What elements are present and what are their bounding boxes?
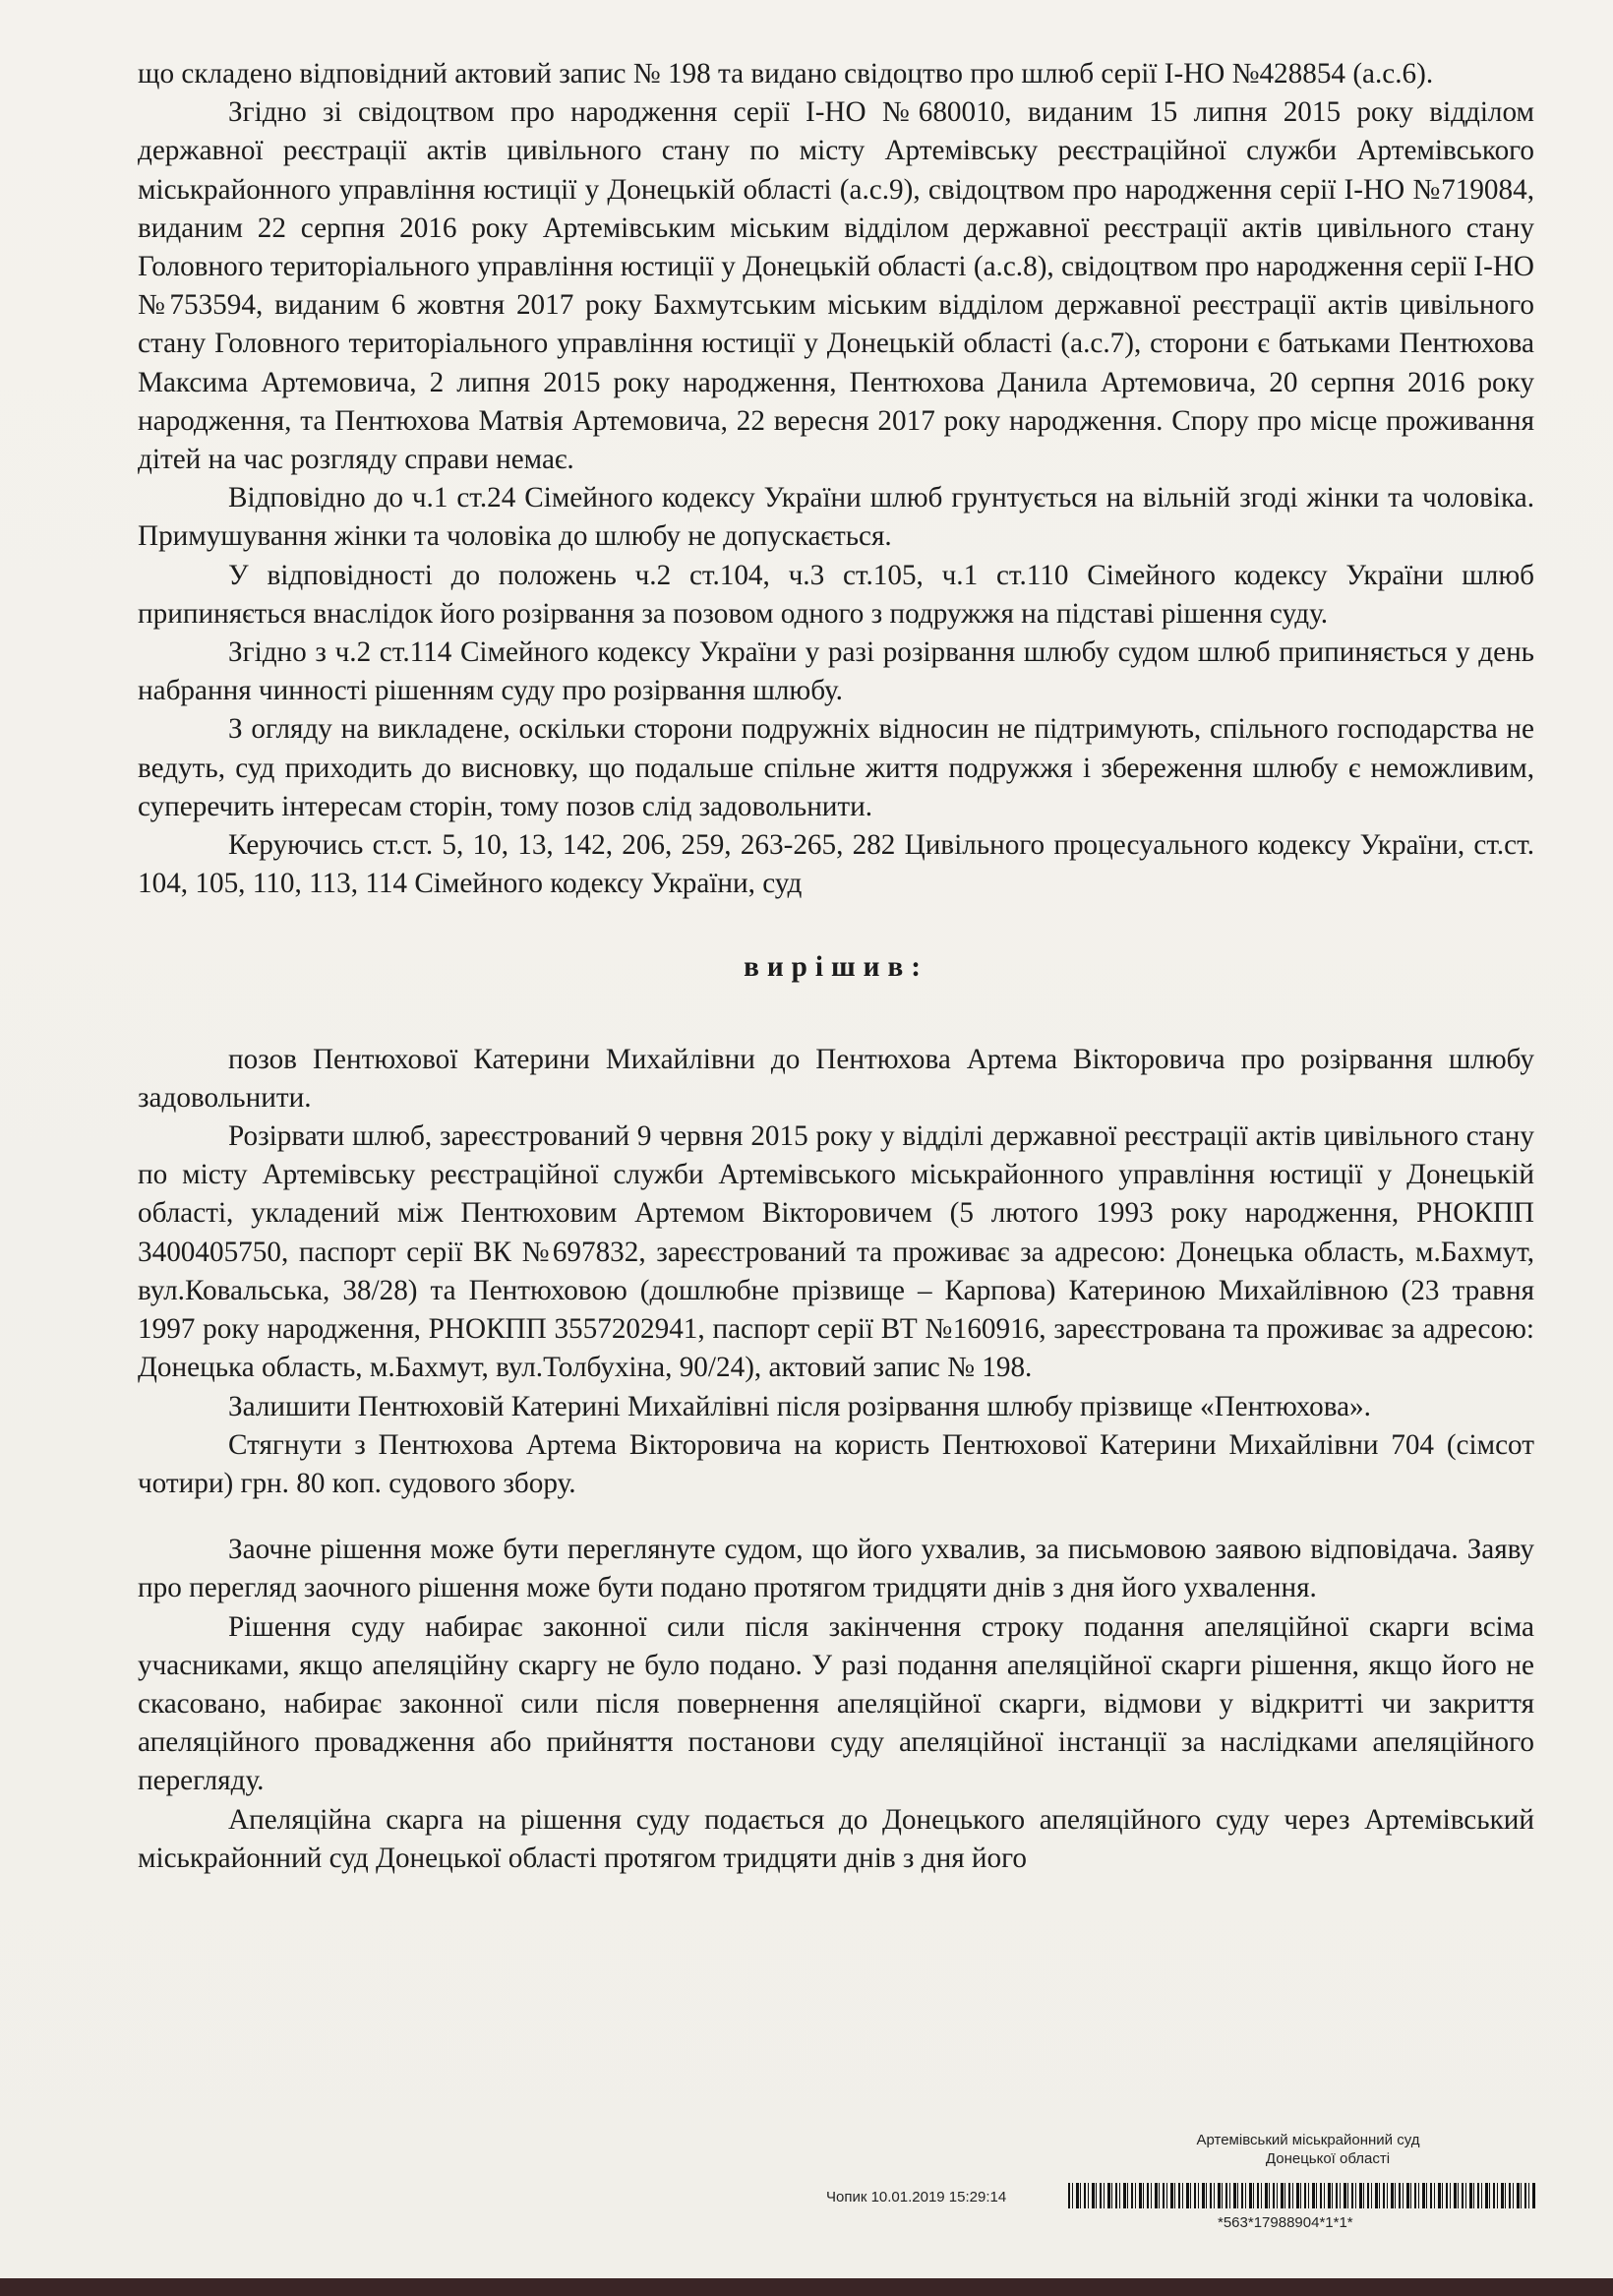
paragraph-conclusion: З огляду на викладене, оскільки сторони подружніх відносин не підтримують, спільного господарства не ведуть, суд приходить до висновку, що подальше спільне життя подружжя і збереження шлюбу є неможливим, суперечить інтересам сторін, тому позов слід задовольнити. (138, 713, 1534, 822)
court-name-line1: Артемівський міськрайонний суд (1196, 2132, 1420, 2148)
paragraph-surname: Залишити Пентюховій Катерині Михайлівні після розірвання шлюбу прізвище «Пентюхова». (228, 1390, 1371, 1422)
paragraph-birth-certificates: Згідно зі свідоцтвом про народження серії І-НО №680010, виданим 15 липня 2015 року відділом державної реєстрації актів цивільного стану по місту Артемівську реєстраційної служби Артемівського міськрайонного управління юстиції у Донецькій області (а.с.9), свідоцтвом про народження серії І-НО №719084, виданим 22 серпня 2016 року Артемівським міським відділом державної реєстрації актів цивільного стану Головного територіального управління юстиції у Донецькій області (а.с.8), свідоцтвом про народження серії І-НО №753594, виданим 6 жовтня 2017 року Бахмутським міським відділом державної реєстрації актів цивільного стану Головного територіального управління юстиції у Донецькій області (а.с.7), сторони є батьками Пентюхова Максима Артемовича, 2 липня 2015 року народження, Пентюхова Данила Артемовича, 20 серпня 2016 року народження, та Пентюхова Матвія Артемовича, 22 вересня 2017 року народження. Спору про місце проживання дітей на час розгляду справи немає. (138, 96, 1534, 476)
clerk-timestamp: Чопик 10.01.2019 15:29:14 (826, 2189, 1007, 2205)
barcode-number: *563*17988904*1*1* (1218, 2214, 1353, 2231)
paragraph-art-24: Відповідно до ч.1 ст.24 Сімейного кодексу України шлюб грунтується на вільній згоді жінки та чоловіка. Примушування жінки та чоловіка до шлюбу не допускається. (138, 482, 1534, 553)
barcode-icon (1068, 2183, 1536, 2208)
paragraph-art-104: У відповідності до положень ч.2 ст.104, ч.3 ст.105, ч.1 ст.110 Сімейного кодексу України шлюб припиняється внаслідок його розірвання за позовом одного з подружжя на підставі рішення суду. (138, 559, 1534, 630)
paragraph-dissolve-marriage: Розірвати шлюб, зареєстрований 9 червня 2015 року у відділі державної реєстрації актів цивільного стану по місту Артемівську реєстраційної служби Артемівського міськрайонного управління юстиції у Донецькій області, укладений між Пентюховим Артемом Вікторовичем (5 лютого 1993 року народження, РНОКПП 3400405750, паспорт серії ВК №697832, зареєстрований та проживає за адресою: Донецька область, м.Бахмут, вул.Ковальська, 38/28) та Пентюховою (дошлюбне прізвище – Карпова) Катериною Михайлівною (23 травня 1997 року народження, РНОКПП 3557202941, паспорт серії ВТ №160916, зареєстрована та проживає за адресою: Донецька область, м.Бахмут, вул.Толбухіна, 90/24), актовий запис № 198. (138, 1120, 1534, 1384)
decision-heading: вирішив: (744, 951, 928, 984)
paragraph-default-judgment: Заочне рішення може бути переглянуте судом, що його ухвалив, за письмовою заявою відповідача. Заяву про перегляд заочного рішення може бути подано протягом тридцяти днів з дня його ухвалення. (138, 1534, 1534, 1604)
paragraph-legal-force: Рішення суду набирає законної сили після закінчення строку подання апеляційної скарги всіма учасниками, якщо апеляційну скаргу не було подано. У разі подання апеляційної скарги рішення, якщо його не скасовано, набирає законної сили після повернення апеляційної скарги, відмови у відкритті чи закриття апеляційного провадження або прийняття постанови суду апеляційної інстанції за наслідками апеляційного перегляду. (138, 1610, 1534, 1797)
paragraph-guided-by: Керуючись ст.ст. 5, 10, 13, 142, 206, 259, 263-265, 282 Цивільного процесуального кодексу України, ст.ст. 104, 105, 110, 113, 114 Сімейного кодексу України, суд (138, 829, 1534, 900)
registration-line (826, 2183, 1544, 2210)
paragraph-art-114: Згідно з ч.2 ст.114 Сімейного кодексу України у разі розірвання шлюбу судом шлюб припиняється у день набрання чинності рішенням суду про розірвання шлюбу. (138, 636, 1534, 707)
paragraph-court-fee: Стягнути з Пентюхова Артема Вікторовича на користь Пентюхової Катерини Михайлівни 704 (сімсот чотири) грн. 80 коп. судового збору. (138, 1428, 1534, 1499)
paragraph-continuation: що складено відповідний актовий запис № 198 та видано свідоцтво про шлюб серії І-НО №428854 (а.с.6). (138, 58, 1434, 90)
paragraph-claim-granted: позов Пентюхової Катерини Михайлівни до Пентюхова Артема Вікторовича про розірвання шлюбу задовольнити. (138, 1043, 1534, 1114)
document-body (138, 55, 1534, 1878)
paragraph-appeal: Апеляційна скарга на рішення суду подається до Донецького апеляційного суду через Артемівський міськрайонний суд Донецької області протягом тридцяти днів з дня його (138, 1803, 1534, 1874)
court-stamp (1102, 2131, 1515, 2168)
scan-edge (0, 2278, 1613, 2296)
court-name-line2: Донецької області (1265, 2150, 1391, 2167)
